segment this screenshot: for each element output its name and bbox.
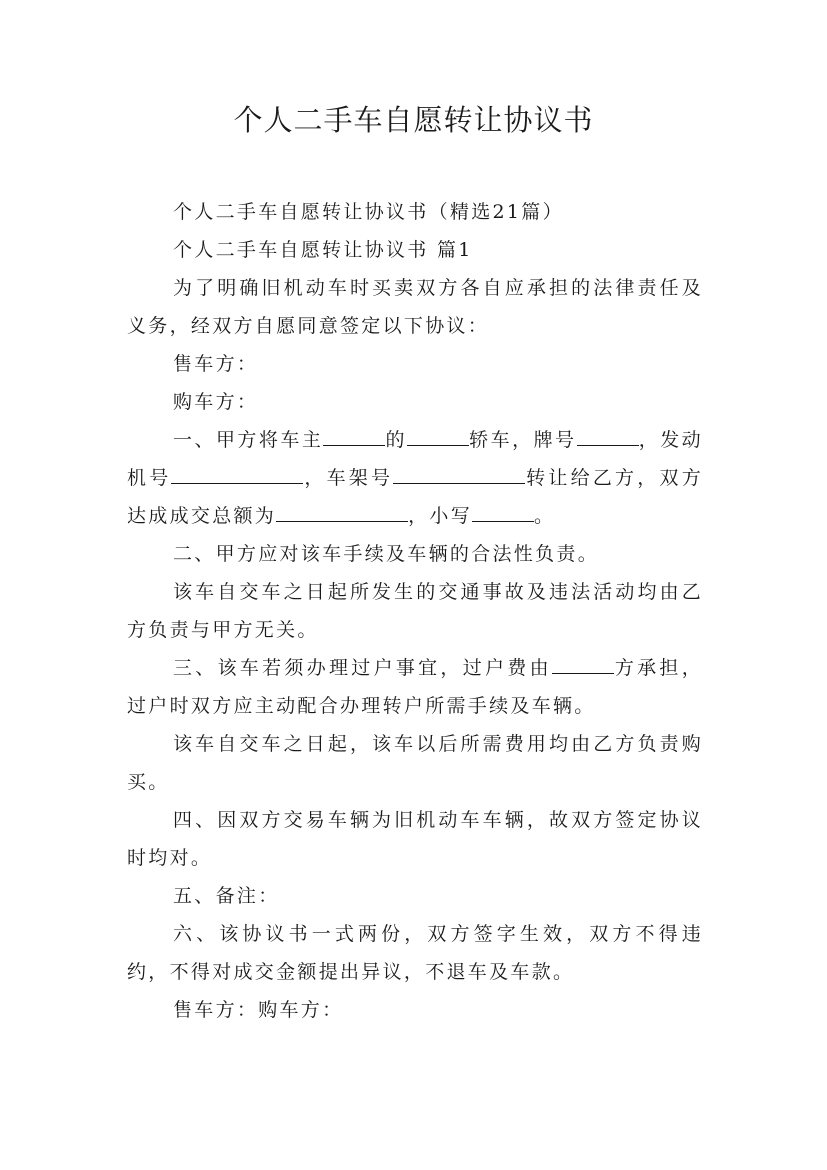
clause-1-text-a: 一、甲方将车主: [173, 429, 324, 451]
document-body: [127, 193, 703, 1029]
blank-car-brand: [407, 425, 469, 446]
blank-owner: [323, 425, 385, 446]
clause-4: 四、因双方交易车辆为旧机动车车辆，故双方签定协议时均对。: [127, 809, 703, 869]
clause-6: 六、该协议书一式两份，双方签字生效，双方不得违约，不得对成交金额提出异议，不退车及车款。: [127, 923, 703, 983]
signature-line: 售车方：购车方：: [173, 999, 344, 1021]
clause-1-text-b: 的: [385, 429, 407, 451]
clause-3: [127, 649, 703, 725]
blank-plate-number: [577, 425, 639, 446]
clause-1-text-e: ，车架号: [303, 467, 394, 489]
clause-2-note: 该车自交车之日起所发生的交通事故及违法活动均由乙方负责与甲方无关。: [127, 581, 703, 641]
blank-frame-number: [393, 463, 525, 484]
clause-1-text-d: ，发动机号: [127, 429, 703, 489]
clause-3-text-b: 方承担，过户时双方应主动配合办理转户所需手续及车辆。: [127, 657, 704, 717]
buyer-label: 购车方：: [173, 391, 259, 413]
intro-paragraph: 为了明确旧机动车时买卖双方各自应承担的法律责任及义务，经双方自愿同意签定以下协议：: [127, 277, 703, 337]
document-title: 个人二手车自愿转让协议书: [233, 103, 594, 137]
clause-1-text-g: ，小写: [408, 505, 473, 527]
clause-1: [127, 421, 703, 535]
clause-1-text-h: 。: [534, 505, 556, 527]
seller-label: 售车方：: [173, 353, 259, 375]
document-subtitle: 个人二手车自愿转让协议书（精选21篇）: [173, 201, 564, 223]
section-heading: 个人二手车自愿转让协议书 篇1: [173, 239, 473, 261]
clause-5: 五、备注：: [173, 885, 280, 907]
blank-amount-numeric: [472, 501, 534, 522]
clause-1-text-c: 轿车，牌号: [468, 429, 577, 451]
clause-3-text-a: 三、该车若须办理过户事宜，过户费由: [173, 657, 552, 679]
blank-total-amount: [276, 501, 408, 522]
clause-3-note: 该车自交车之日起，该车以后所需费用均由乙方负责购买。: [127, 733, 703, 793]
blank-fee-party: [552, 653, 614, 674]
blank-engine-number: [171, 463, 303, 484]
clause-2: 二、甲方应对该车手续及车辆的合法性负责。: [173, 543, 600, 565]
clause-1-text-f: 转让给乙方，双方达成成交总额为: [127, 467, 704, 527]
